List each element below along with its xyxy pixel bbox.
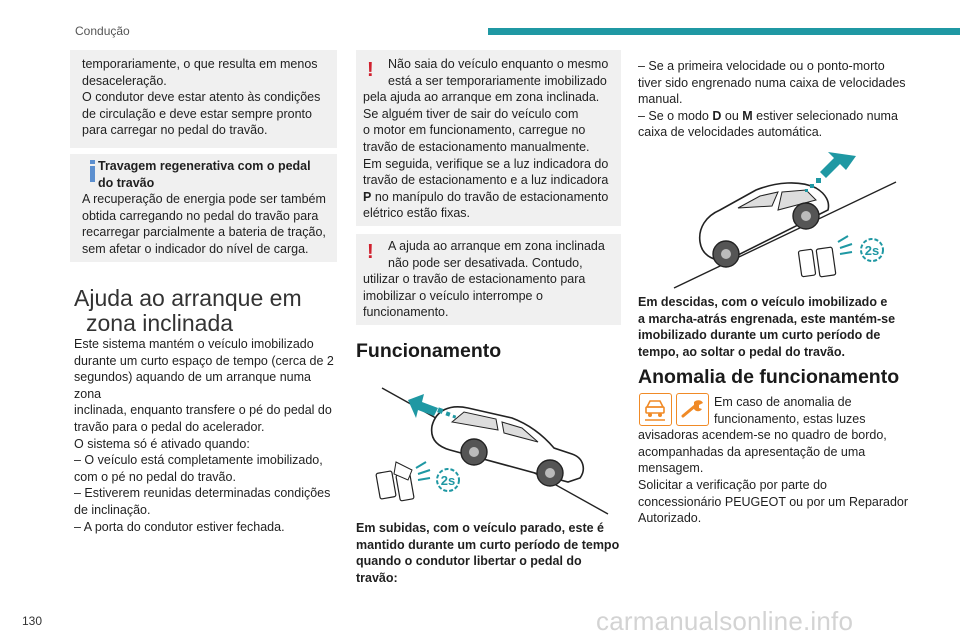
warning-icon: !: [367, 59, 374, 81]
activation-conditions-continued: – Se a primeira velocidade ou o ponto-morto tiver sido engrenado numa caixa de velocidades manual. – Se o modo D ou M estiver selecionado numa caixa de velocidades automática.: [638, 59, 906, 140]
watermark: carmanualsonline.info: [596, 606, 854, 636]
uphill-caption: Em subidas, com o veículo parado, este é mantido durante um curto período de tempo quando o condutor libertar o pedal do travão:: [356, 521, 620, 585]
uphill-hold-illustration: [372, 370, 612, 518]
page-number: 130: [22, 614, 43, 628]
warning-box-1-text: Não saia do veículo enquanto o mesmo está a ser temporariamente imobilizado pela ajuda ao arranque em zona inclinada. Se alguém tiver de sair do veículo com o motor em funcionamento, carregue no travão de estacionamento manualmente. Em seguida, verifique se a luz indicadora do travão de estacionamento e a luz indicadora P no manípulo do travão de estacionamento elétrico estão fixas.: [363, 57, 609, 221]
info-box-text: Travagem regenerativa com o pedal do travão A recuperação de energia pode ser também obtida carregando no pedal do travão para recarregar parcialmente a bateria de tração, sem afetar o indicador do nível de carga.: [82, 159, 326, 256]
downhill-caption: Em descidas, com o veículo imobilizado e a marcha-atrás engrenada, este mantém-se imobilizado durante um curto período de tempo, ao soltar o pedal do travão.: [638, 295, 896, 359]
direction-arrow-icon: [805, 152, 856, 192]
pedals-icon: [376, 462, 430, 501]
warning-box-2-text: A ajuda ao arranque em zona inclinada não pode ser desativada. Contudo, utilizar o travão de estacionamento para imobilizar o veículo interrompe o funcionamento.: [363, 239, 605, 320]
section-heading-operation: Funcionamento: [356, 340, 502, 362]
malfunction-description: Em caso de anomalia de funcionamento, estas luzes avisadoras acendem-se no quadro de bordo, acompanhadas da apresentação de uma mensagem. Solicitar a verificação por parte do concessionário PEUGEOT ou por um Reparador Autorizado.: [638, 395, 909, 526]
warning-icon: !: [367, 241, 374, 263]
downhill-hold-illustration: [660, 150, 900, 290]
timer-label: 2s: [864, 243, 880, 258]
section-heading-hill-start: Ajuda ao arranque em zona inclinada: [74, 285, 302, 336]
direction-arrow-icon: [408, 394, 456, 419]
note-box-text: temporariamente, o que resulta em menos desaceleração. O condutor deve estar atento às condições de circulação e deve estar sempre pronto para carregar no pedal do travão.: [82, 57, 321, 138]
pedals-icon: [798, 236, 852, 277]
timer-label: 2s: [440, 473, 456, 488]
section-title: Condução: [75, 24, 130, 38]
header-accent-bar: [488, 28, 960, 35]
section-heading-malfunction: Anomalia de funcionamento: [638, 366, 900, 388]
hill-start-description: Este sistema mantém o veículo imobilizado durante um curto espaço de tempo (cerca de 2 segundos) aquando de um arranque numa zona inclinada, enquanto transfere o pé do pedal do travão para o pedal do acelerador. O sistema só é ativado quando: – O veículo está completamente imobilizado, com o pé no pedal do travão. – Estiverem reunidas determinadas condições de inclinação. – A porta do condutor estiver fechada.: [74, 337, 334, 534]
